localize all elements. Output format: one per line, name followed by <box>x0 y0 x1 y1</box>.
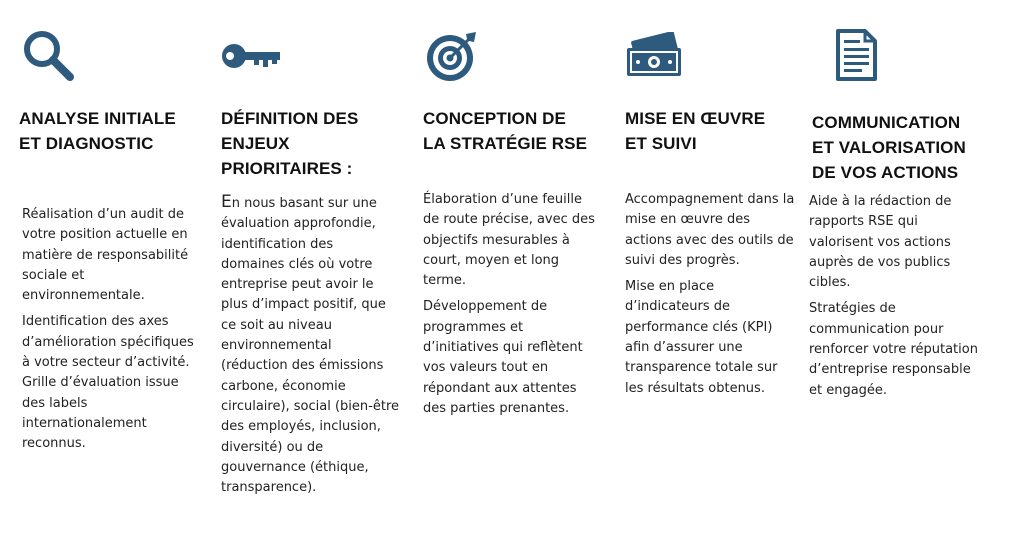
column-title: MISE EN ŒUVRE ET SUIVI <box>625 109 766 153</box>
magnifier-icon <box>22 30 76 82</box>
column-title: COMMUNICATION ET VALORISATION DE VOS ACTIONS <box>812 113 966 182</box>
paragraph: En nous basant sur une évaluation approfondie, identification des domaines clés où votre entreprise peut avoir le plus d’impact positif, que ce soit au niveau environnemental (réduction des émissions carbone, économie circulaire), social (bien-être des employés, inclusion, diversité) ou de gouvernance (éthique, transparence). <box>221 192 400 496</box>
paragraph: Stratégies de communication pour renforcer votre réputation d’entreprise responsable et engagée. <box>809 301 978 398</box>
paragraph: Aide à la rédaction de rapports RSE qui valorisent vos actions auprès de vos publics cibles. <box>809 194 952 291</box>
target-icon <box>424 28 480 84</box>
column-description <box>423 190 599 425</box>
column-description <box>221 192 399 504</box>
money-icon <box>624 32 684 78</box>
column-title: ANALYSE INITIALE ET DIAGNOSTIC <box>19 109 176 153</box>
drop-letter: E <box>221 192 232 212</box>
paragraph: Développement de programmes et d’initiatives qui reflètent vos valeurs tout en répondant aux attentes des parties prenantes. <box>423 299 583 416</box>
paragraph: Mise en place d’indicateurs de performance clés (KPI) afin d’assurer une transparence totale sur les résultats obtenus. <box>625 279 778 396</box>
key-icon <box>220 40 282 72</box>
column-title: CONCEPTION DE LA STRATÉGIE RSE <box>423 109 588 153</box>
paragraph: Réalisation d’un audit de votre position actuelle en matière de responsabilité sociale et environnementale. <box>22 207 189 304</box>
paragraph: Identification des axes d’amélioration spécifiques à votre secteur d’activité. Grille d’évaluation issue des labels internationalement reconnus. <box>22 314 194 452</box>
document-icon <box>835 28 879 82</box>
column-description <box>809 192 981 407</box>
paragraph: Accompagnement dans la mise en œuvre des actions avec des outils de suivi des progrès. <box>625 192 795 268</box>
column-description <box>625 190 797 405</box>
column-description <box>22 205 194 461</box>
paragraph: Élaboration d’une feuille de route précise, avec des objectifs mesurables à court, moyen et long terme. <box>423 192 595 289</box>
column-title: DÉFINITION DES ENJEUX PRIORITAIRES : <box>221 109 359 178</box>
